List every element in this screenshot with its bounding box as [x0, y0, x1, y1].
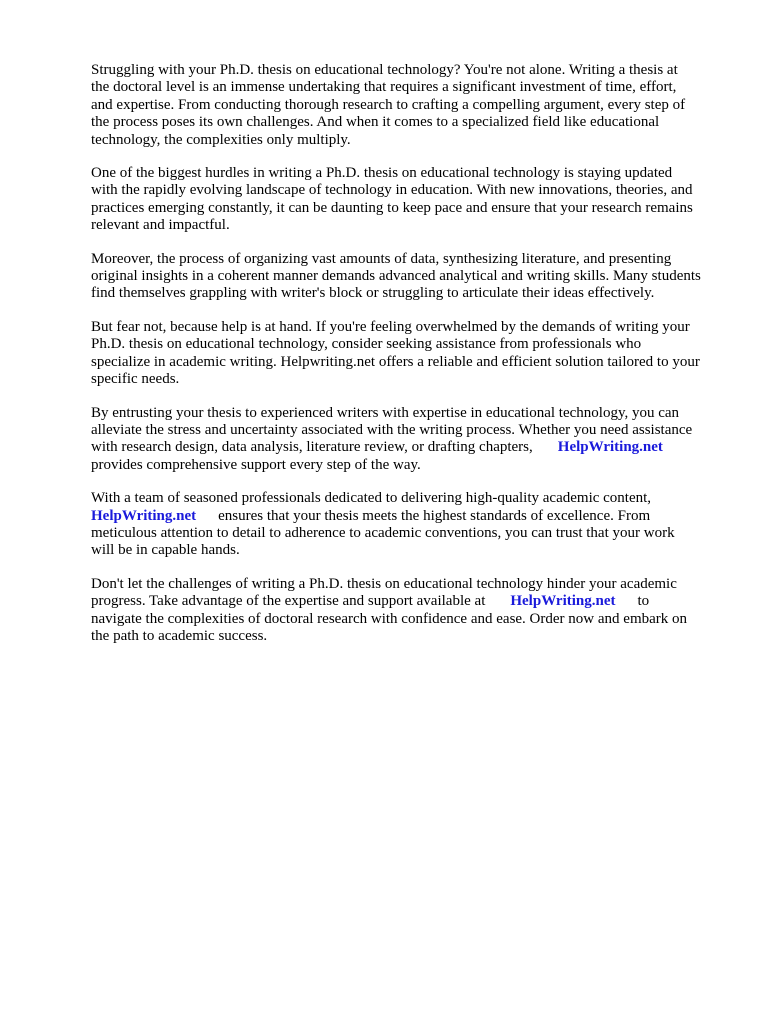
text-segment: with research design, data analysis, literature review, or drafting chapters,	[91, 439, 533, 456]
helpwriting-link[interactable]: HelpWriting.net	[510, 593, 616, 610]
paragraph-organizing	[91, 251, 731, 303]
helpwriting-link[interactable]: HelpWriting.net	[557, 439, 663, 456]
text-line: By entrusting your thesis to experienced writers with expertise in educational technology, you can	[91, 404, 680, 421]
text-line: With a team of seasoned professionals dedicated to delivering high-quality academic content,	[91, 490, 652, 507]
text-segment: progress. Take advantage of the expertise and support available at	[91, 593, 486, 610]
text-line: will be in capable hands.	[91, 542, 240, 559]
text-line-with-link	[91, 508, 731, 525]
document-body	[91, 62, 731, 661]
text-line: specialize in academic writing. Helpwriting.net offers a reliable and efficient solution tailored to your	[91, 353, 700, 370]
text-line: alleviate the stress and uncertainty associated with the writing process. Whether you need assistance	[91, 421, 693, 438]
text-line: Ph.D. thesis on educational technology, consider seeking assistance from professionals who	[91, 336, 642, 353]
text-line: Don't let the challenges of writing a Ph.D. thesis on educational technology hinder your academic	[91, 575, 677, 592]
text-line: relevant and impactful.	[91, 217, 230, 234]
paragraph-closing	[91, 576, 731, 646]
text-line: technology, the complexities only multiply.	[91, 131, 351, 148]
text-line: find themselves grappling with writer's block or struggling to articulate their ideas effectively.	[91, 285, 655, 302]
text-line: navigate the complexities of doctoral research with confidence and ease. Order now and embark on	[91, 610, 688, 627]
text-line: specific needs.	[91, 371, 180, 388]
text-line-with-link	[91, 439, 731, 456]
helpwriting-link[interactable]: HelpWriting.net	[91, 507, 197, 524]
text-line-with-link	[91, 593, 731, 610]
paragraph-hurdles	[91, 165, 731, 235]
text-line: original insights in a coherent manner demands advanced analytical and writing skills. Many students	[91, 268, 701, 285]
text-line: with the rapidly evolving landscape of technology in education. With new innovations, theories, and	[91, 182, 693, 199]
text-line: But fear not, because help is at hand. If you're feeling overwhelmed by the demands of writing your	[91, 318, 690, 335]
text-line: provides comprehensive support every step of the way.	[91, 456, 421, 473]
text-line: the path to academic success.	[91, 627, 268, 644]
text-line: One of the biggest hurdles in writing a Ph.D. thesis on educational technology is staying updated	[91, 165, 673, 182]
text-line: and expertise. From conducting thorough research to crafting a compelling argument, every step of	[91, 96, 686, 113]
paragraph-team	[91, 490, 731, 560]
text-segment: ensures that your thesis meets the highest standards of excellence. From	[218, 507, 651, 524]
paragraph-entrusting	[91, 405, 731, 475]
text-line: Struggling with your Ph.D. thesis on educational technology? You're not alone. Writing a thesis at	[91, 62, 678, 78]
paragraph-intro	[91, 62, 731, 149]
text-line: meticulous attention to detail to adherence to academic conventions, you can trust that your work	[91, 524, 675, 541]
text-line: the doctoral level is an immense undertaking that requires a significant investment of time, effort,	[91, 79, 677, 96]
text-segment: to	[637, 593, 650, 610]
text-line: Moreover, the process of organizing vast amounts of data, synthesizing literature, and presenting	[91, 250, 672, 267]
text-line: the process poses its own challenges. And when it comes to a specialized field like educational	[91, 114, 660, 131]
text-line: practices emerging constantly, it can be daunting to keep pace and ensure that your research remains	[91, 199, 693, 216]
paragraph-help	[91, 319, 731, 389]
